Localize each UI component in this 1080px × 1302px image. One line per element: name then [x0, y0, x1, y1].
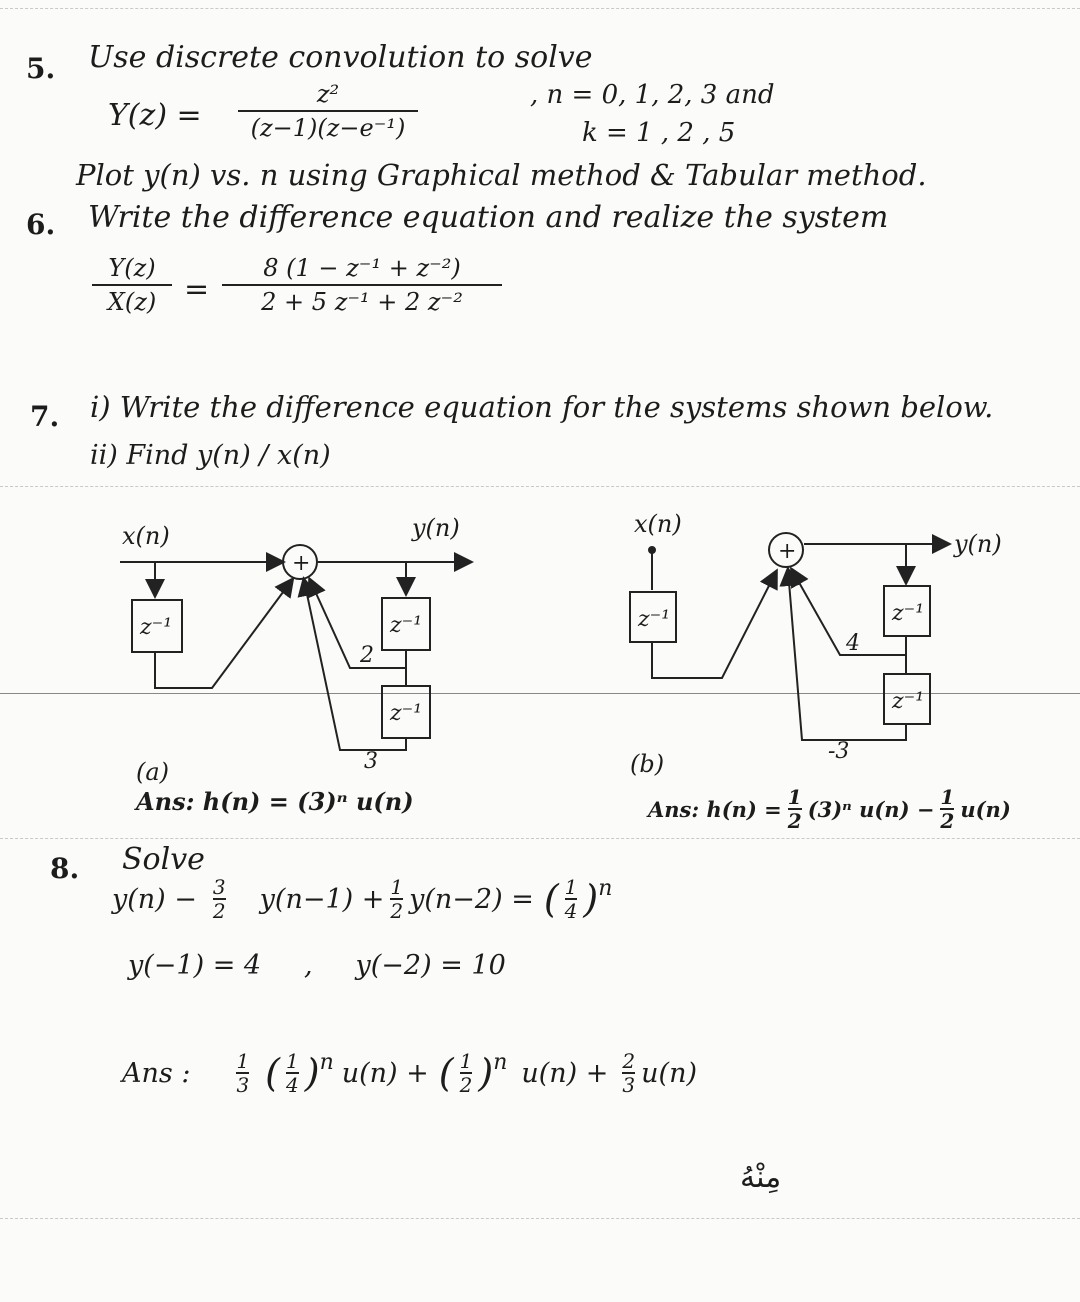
feedforward-line: [155, 580, 292, 688]
denominator: 3: [236, 1073, 250, 1097]
fraction: [940, 786, 954, 832]
question-number: 8.: [50, 852, 80, 885]
plot-instruction: Plot y(n) vs. n using Graphical method & Tabular method.: [76, 158, 927, 192]
fraction: [213, 876, 226, 922]
fraction-bar: [222, 284, 502, 286]
fraction: [236, 1050, 249, 1096]
gain-label: 2: [360, 643, 374, 668]
paren: ): [583, 877, 599, 921]
term: u(n) +: [521, 1057, 609, 1089]
equation-lhs: Y(z) =: [108, 98, 202, 133]
numerator: 1: [390, 875, 404, 899]
denominator: 2: [940, 809, 955, 833]
diagram-answer: Ans: h(n) = (3)ⁿ u(n): [136, 787, 414, 816]
adder-symbol: +: [778, 539, 797, 564]
delay-label: z⁻¹: [140, 615, 173, 640]
final-answer: [122, 1050, 697, 1096]
question-number: 7.: [30, 400, 60, 433]
gain-label: -3: [828, 739, 850, 764]
block-diagram-a: [0, 500, 540, 830]
denominator: 2: [212, 899, 226, 923]
fraction: [286, 1050, 299, 1096]
fraction: [460, 1050, 473, 1096]
denominator: X(z): [107, 288, 157, 316]
delay-label: z⁻¹: [892, 601, 925, 626]
question-instruction: Use discrete convolution to solve: [88, 40, 593, 75]
rhs-fraction: [222, 254, 502, 316]
exponent: n: [319, 1050, 334, 1075]
block-diagram-b: [540, 500, 1080, 833]
exponent: n: [493, 1050, 508, 1075]
input-label: x(n): [122, 522, 170, 550]
delay-label: z⁻¹: [638, 607, 671, 632]
denominator: (z−1)(z−e⁻¹): [250, 114, 406, 142]
numerator: 1: [940, 785, 955, 809]
signature: مِنْهُ: [740, 1160, 782, 1195]
numerator: 1: [286, 1049, 299, 1073]
numerator: 3: [212, 875, 226, 899]
input-label: x(n): [634, 510, 682, 538]
question-number: 6.: [26, 208, 56, 241]
fraction-bar: [238, 110, 418, 112]
answer-label: Ans :: [122, 1057, 191, 1089]
delay-label: z⁻¹: [390, 701, 423, 726]
page-rule: [0, 486, 1080, 487]
exponent: n: [598, 876, 613, 901]
numerator: 2: [622, 1049, 636, 1073]
denominator: 2: [459, 1073, 473, 1097]
term: y(n) −: [112, 883, 197, 915]
fraction-bar: [92, 284, 172, 286]
answer-prefix: Ans: h(n) =: [648, 796, 782, 822]
difference-equation: [112, 876, 612, 922]
diagram-b-answer: [648, 786, 1011, 832]
denominator: 4: [564, 899, 578, 923]
answer-end: u(n): [960, 796, 1011, 822]
denominator: 4: [286, 1073, 299, 1097]
output-label: y(n): [412, 514, 460, 542]
part-ii: ii) Find y(n) / x(n): [90, 440, 331, 471]
denominator: 2: [787, 809, 802, 833]
numerator: 1: [564, 875, 578, 899]
paren: (: [265, 1051, 280, 1095]
term: u(n) +: [341, 1057, 429, 1089]
paren: ): [478, 1051, 494, 1095]
output-label: y(n): [954, 530, 1002, 558]
term: y(n−2) =: [409, 883, 534, 915]
paren: ): [304, 1051, 320, 1095]
delay-label: z⁻¹: [892, 689, 925, 714]
fraction: [565, 876, 578, 922]
term: u(n): [641, 1057, 698, 1089]
delay-label: z⁻¹: [390, 613, 423, 638]
part-i: i) Write the difference equation for the systems shown below.: [90, 390, 994, 424]
question-number: 5.: [26, 52, 56, 85]
gain-label: 4: [846, 631, 860, 656]
numerator: 1: [787, 785, 802, 809]
gain-label: 3: [364, 749, 378, 774]
lhs-fraction: [92, 254, 172, 316]
diagram-label: (b): [630, 750, 665, 778]
numerator: Y(z): [108, 254, 156, 282]
adder-symbol: +: [292, 551, 311, 576]
numerator: z²: [316, 80, 340, 108]
feedforward-line: [652, 572, 776, 678]
page-rule: [0, 838, 1080, 839]
condition-k: k = 1 , 2 , 5: [582, 118, 736, 148]
denominator: 3: [622, 1073, 636, 1097]
denominator: 2 + 5 z⁻¹ + 2 z⁻²: [261, 288, 463, 316]
term: y(n−1) +: [259, 883, 385, 915]
page-rule: [0, 1218, 1080, 1219]
fraction: [788, 786, 802, 832]
input-node: [649, 547, 655, 553]
question-instruction: Write the difference equation and realize the system: [88, 200, 889, 235]
diagram-label: (a): [136, 758, 170, 786]
numerator: 1: [459, 1049, 473, 1073]
paren: (: [543, 877, 559, 921]
numerator: 1: [236, 1049, 250, 1073]
equals-sign: =: [184, 272, 210, 307]
page-rule: [0, 8, 1080, 9]
fraction: [390, 876, 403, 922]
initial-conditions: y(−1) = 4 , y(−2) = 10: [128, 950, 506, 981]
fraction: [622, 1050, 635, 1096]
transfer-fraction: [238, 80, 418, 142]
answer-middle: (3)ⁿ u(n) −: [807, 796, 935, 822]
numerator: 8 (1 − z⁻¹ + z⁻²): [263, 254, 461, 282]
question-instruction: Solve: [122, 842, 205, 877]
condition-n: , n = 0, 1, 2, 3 and: [530, 80, 775, 110]
paren: (: [438, 1051, 454, 1095]
denominator: 2: [390, 899, 404, 923]
